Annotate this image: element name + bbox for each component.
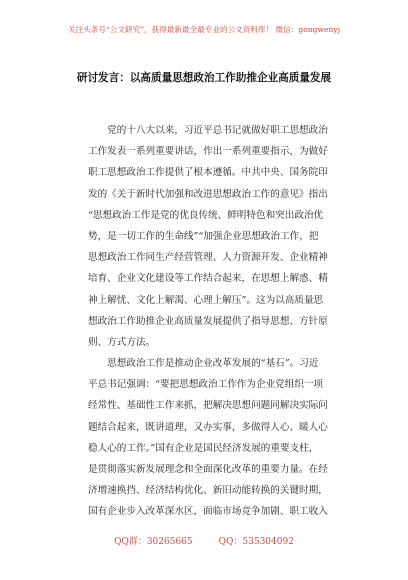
document-body [88, 120, 346, 523]
body-line: 平总书记强调：“要把思想政治工作作为企业党组织一项 [88, 379, 324, 391]
body-line: 培育、企业文化建设等工作结合起来，在思想上解惑、精 [88, 273, 328, 285]
header-promo-text: 关注头条号“公文研究”，获得最新最全最专业的公文资料库！ 微信：gongwenyj [67, 25, 341, 34]
body-line: 思想政治工作同生产经营管理、人力资源开发、企业精神 [88, 252, 328, 264]
footer-qq-group: QQ群：30265665 [114, 537, 193, 547]
body-line: 济增速换挡、经济结构优化、新旧动能转换的关键时期， [88, 485, 328, 497]
body-line: 思想政治工作是推动企业改革发展的“基石”。习近 [88, 358, 319, 370]
body-line: 神上解忧、文化上解渴、心理上解压”。这为以高质量思 [88, 294, 324, 306]
body-line: 是贯彻落实新发展理念和全面深化改革的重要力量。在经 [88, 464, 328, 475]
body-line: 稳人心的工作。”国有企业是国民经济发展的重要支柱， [88, 442, 319, 454]
body-line: 工作发表一系列重要讲话，作出一系列重要指示，为做好 [88, 146, 328, 158]
body-line: 党的十八大以来，习近平总书记就做好职工思想政治 [88, 125, 328, 136]
body-line: 势，是一切工作的生命线”“加强企业思想政治工作，把 [88, 230, 319, 242]
body-line: 想政治工作助推企业高质量发展提供了指导思想、方针原 [88, 315, 328, 327]
document-title: 研讨发言：以高质量思想政治工作助推企业高质量发展 [76, 72, 332, 84]
footer-qq-number: QQ：535304092 [218, 537, 294, 547]
body-line: 职工思想政治工作提供了根本遵循。中共中央、国务院印 [88, 167, 328, 179]
body-line: “思想政治工作是党的优良传统、鲜明特色和突出政治优 [88, 209, 324, 221]
body-line: 则、方式方法。 [88, 336, 156, 348]
body-line: 题结合起来，既讲道理，又办实事，多做得人心、暖人心 [88, 421, 328, 433]
body-line: 国有企业步入改革深水区，面临市场竞争加剧、职工收入 [88, 506, 328, 518]
footer-contact [0, 534, 408, 547]
body-line: 发的《关于新时代加强和改进思想政治工作的意见》指出 [88, 188, 328, 200]
body-line: 经常性、基础性工作来抓，把解决思想问题同解决实际问 [88, 400, 328, 412]
